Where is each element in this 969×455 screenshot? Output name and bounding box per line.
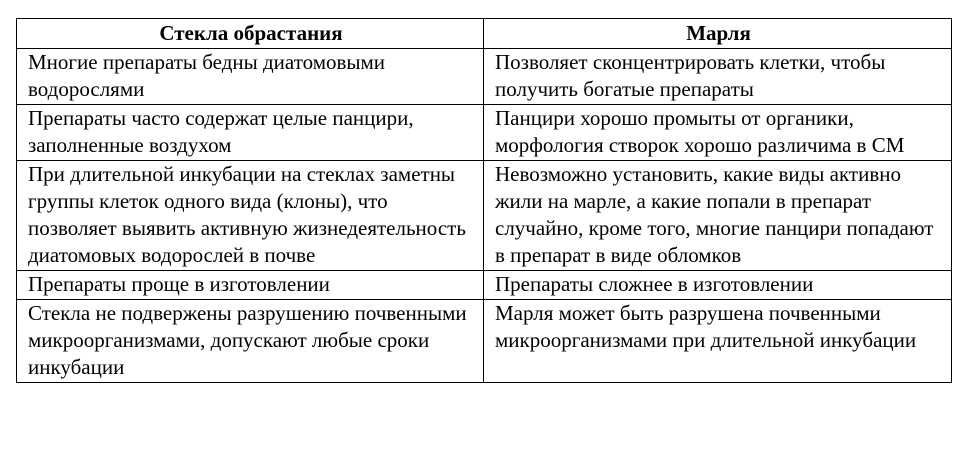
header-glass-slides: Стекла обрастания [17,19,484,49]
table-cell: Панцири хорошо промыты от органики, морфология створок хорошо различима в СМ [484,105,952,161]
table-row [17,49,952,105]
table-row [17,300,952,383]
table-header-row [17,19,952,49]
table-row [17,161,952,271]
table-cell: Многие препараты бедны диатомовыми водорослями [17,49,484,105]
table-row [17,271,952,300]
table-cell: Препараты часто содержат целые панцири, заполненные воздухом [17,105,484,161]
table-cell: Марля может быть разрушена почвенными микроорганизмами при длительной инкубации [484,300,952,383]
table-cell: Невозможно установить, какие виды активно жили на марле, а какие попали в препарат случайно, кроме того, многие панцири попадают в препарат в виде обломков [484,161,952,271]
table-cell: Препараты проще в изготовлении [17,271,484,300]
table-cell: Стекла не подвержены разрушению почвенными микроорганизмами, допускают любые сроки инкубации [17,300,484,383]
table-cell: Препараты сложнее в изготовлении [484,271,952,300]
table-row [17,105,952,161]
table-cell: При длительной инкубации на стеклах заметны группы клеток одного вида (клоны), что позволяет выявить активную жизнедеятельность диатомовых водорослей в почве [17,161,484,271]
comparison-table [16,18,952,383]
table-cell: Позволяет сконцентрировать клетки, чтобы получить богатые препараты [484,49,952,105]
header-gauze: Марля [484,19,952,49]
